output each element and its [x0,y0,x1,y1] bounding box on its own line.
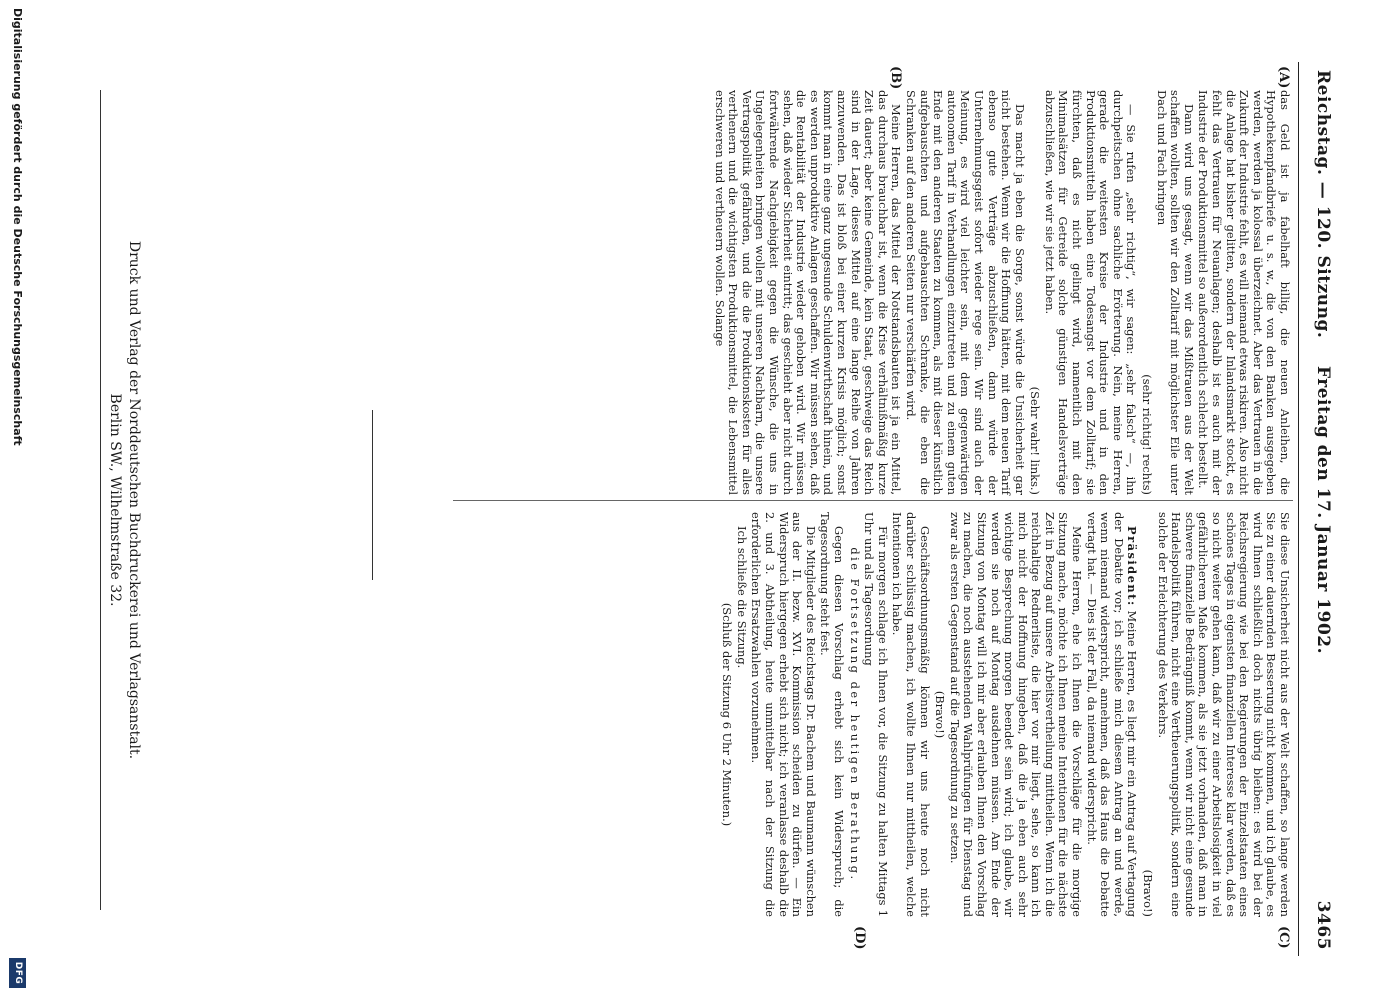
dfg-logo-icon: DFG [9,958,26,988]
paragraph [1084,512,1138,917]
header-session: Reichstag. — 120. Sitzung. [1313,70,1333,339]
paragraph: Geschäftsordnungsmäßig können wir uns heute noch nicht darüber schlüssig machen, ich wollte Ihnen nur mittheilen, welche Intentionen ich habe. [890,512,932,917]
paragraph: Gegen diesen Vorschlag erhebt sich kein Widerspruch; die Tagesordnung steht fest. [818,512,846,917]
margin-mark-d: (D) [852,926,867,950]
imprint-line-2: Berlin SW., Wilhelmstraße 32. [107,393,123,607]
speaker-label: Präsident: [1125,526,1140,607]
column-divider [453,500,1293,501]
paragraph: Das macht ja eben die Sorge, sonst würde die Unsicherheit gar nicht bestehen. Wenn wir die Hoffnung hätten, mit dem neuen Tarif ebenso gute Verträge abzuschließen, dann würde der Unternehmungsgeist sofort wieder rege sein. Wir sind auch der Meinung, es wird viel leichter sein, mit dem gegenwärtigen autonomen Tarif in Verhandlungen einzutreten und zu einem guten Ende mit den anderen Staaten zu kommen, als mit dieser künstlich aufgebauschten und aufgebauschten Schranke, die eben die Schranken auf den anderen Seiten nur verschärfen wird. [903,90,1027,495]
margin-mark-c: (C) [1276,926,1291,949]
end-rule [372,410,373,580]
footer-text: Digitalisierung gefördert durch die Deutsche Forschungsgemeinschaft [11,8,24,446]
header-date: Freitag den 17. Januar 1902. [1313,365,1333,655]
speech-text: Meine Herren, es liegt mir ein Antrag auf Vertagung der Debatte vor; ich schließe mich diesem Antrag an und werde, wenn niemand widerspricht, annehmen, daß das Haus die Debatte vertagt hat. — Dies ist der Fall, da niemand widerspricht. [1084,512,1140,917]
agenda-item: die Fortsetzung der heutigen Berathung. [847,547,862,882]
left-column [451,90,1291,495]
digitization-footer [4,0,28,1000]
paragraph: Meine Herren, ehe ich Ihnen die Vorschläge für die morgige Sitzung mache, möchte ich Ihnen meine Intentionen für die nächste Zeit in Bezug auf unsere Arbeitsvertheilung mittheilen. Wenn ich die reichhaltige Rednerliste, die hier vor mir liegt, sehe, so kann ich mich nicht der Hoffnung hingeben, daß die ja eben auch sehr wichtige Besprechung morgen beendet sein wird; ich glaube, wir werden sie noch auf Montag ausdehnen müssen. Am Ende der Sitzung von Montag will ich mir aber erlauben Ihnen den Vorschlag zu machen, die noch ausstehenden Wahlprüfungen für Dienstag und zwar als ersten Gegenstand auf die Tagesordnung zu setzen. [947,512,1085,917]
paragraph: Ich schließe die Sitzung. [734,526,749,669]
paragraph: Sie diese Unsicherheit nicht aus der Welt schaffen, so lange werden Sie zu einer dauernden Besserung nicht kommen, und ich glaube, es wird Ihnen schließlich doch nichts übrig bleiben: es wird bei der Reichsregierung wie bei den Regierungen der Einzelstaaten eines schönes Tages in eigensten finanziellen Interesse klar werden, daß es so nicht weiter gehen kann, daß wir zu einer Arbeitslosigkeit in viel gefährlicherem Maße kommen, als sie jetzt vorhanden, daß man in schwere finanzielle Bedrängniß kommt, wenn wir nicht eine gesunde Handelspolitik führen, nicht eine Vertheuerungspolitik, sondern eine solche der Erleichterung des Verkehrs. [1155,512,1292,917]
paragraph: Für morgen schlage ich Ihnen vor, die Sitzung zu halten Mittags 1 Uhr und als Tagesordnung [862,512,890,917]
margin-mark-a: (A) [1276,66,1291,89]
imprint-rule [100,90,101,910]
margin-mark-b: (B) [888,66,903,90]
interjection: (Bravo!) [1141,869,1156,917]
header-rule [1298,62,1299,956]
paragraph: — Sie rufen „sehr richtig“, wir sagen: „sehr falsch“ —, ihn durchpeitschen ohne sachliche Erörterung. Nein, meine Herren, gerade die weitesten Kreise der Industrie und in den Produktionsmitteln haben eine Todesangst vor dem Zolltarif; sie fürchten, daß es nicht gelingt wird, namentlich mit den Minimalsätzen für Getreide solche günstigen Handelsverträge abzuschließen, wie wir sie jetzt haben. [1042,90,1139,495]
imprint [105,90,143,910]
paragraph: das Geld ist ja fabelhaft billig, die neuen Anleihen, die Hypothekenpfandbriefe u. s. w., die von den Banken ausgegeben werden, werden ja kolossal überzeichnet. Aber das Vertrauen in die Zukunft der Industrie fehlt, es will niemand etwas riskiren. Also nicht die Anlage hat bisher gelitten, sondern der Inlandsmarkt stockt, es fehlt das Vertrauen für Neuanlagen; deshalb ist es auch mit der Industrie der Produktionsmittel so außerordentlich schlecht bestellt. [1196,90,1292,495]
paragraph: Die Mitglieder des Reichstags Dr. Bachem und Baumann wünschen aus der II. bezw. XVI. Kommission scheiden zu dürfen. — Ein Widerspruch hiergegen erhebt sich nicht; ich veranlasse deshalb die 2. und 3. Abtheilung, heute unmittelbar nach der Sitzung die erforderlichen Ersatzwahlen vorzunehmen. [749,512,818,917]
paragraph: Meine Herren, das Mittel der Notstandsbauten ist ja ein Mittel, das durchaus brauchbar ist, wenn die Krise verhältnißmäßig kurze Zeit dauert; aber keine Gemeinde, kein Staat, geschweige das Reich sind in der Lage, dieses Mittel auf eine lange Reihe von Jahren anzuwenden. Das ist bloß bei einer kurzen Krisis möglich; sonst kommt man in eine ganz ungesunde Schuldenwirthschaft hinein, und es werden unproduktive Anlagen geschaffen. Wir müssen sehen, daß die Rentabilität der Industrie wieder gehoben wird. Wir müssen sehen, daß wieder Sicherheit eintritt; das geschieht aber nicht durch fortwährende Nachgiebigkeit gegen die Wünsche, die uns in Ungelegenheiten bringen wollen mit unseren Nachbarn, die unsere Vertragspolitik gefährden, und die die Produktionskosten für alles verthenern und die wichtigsten Produktionsmittel, die Lebensmittel erschweren und vertheuern wollen. Solange [712,90,904,495]
paragraph: Dann wird uns gesagt, wenn wir das Mißtrauen aus der Welt schaffen wollten, sollten wir den Zolltarif mit möglichster Eile unter Dach und Fach bringen [1154,90,1196,495]
imprint-line-1: Druck und Verlag der Norddeutschen Buchdruckerei und Verlagsanstalt. [126,240,142,760]
session-close-note: (Schluß der Sitzung 6 Uhr 2 Minuten.) [720,602,735,827]
right-column [591,512,1291,917]
page-header [1303,70,1341,950]
page-number: 3465 [1313,900,1333,950]
interjection: (Sehr wahr! links.) [1028,386,1043,495]
interjection: (Bravo!) [933,690,948,739]
interjection: (sehr richtig! rechts) [1140,374,1155,495]
